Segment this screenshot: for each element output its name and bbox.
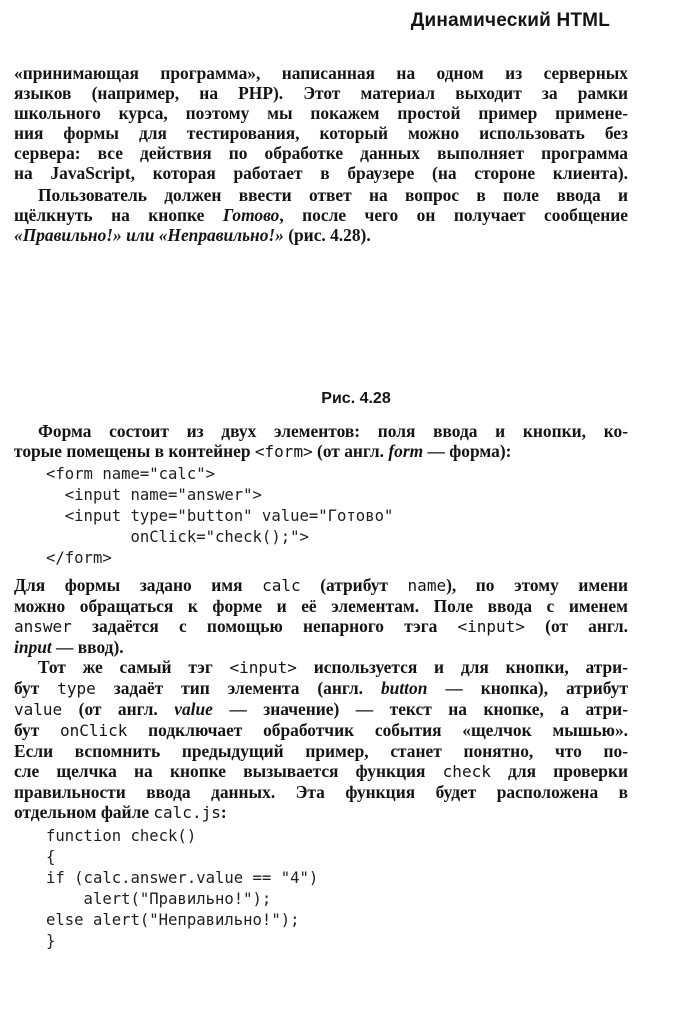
code-line: onClick="check();"> [46, 528, 309, 546]
code-line: if (calc.answer.value == "4") [46, 869, 319, 887]
paragraph-user-task [14, 185, 628, 245]
text-line: «Правильно!» или «Неправильно!» (рис. 4.28). [14, 225, 371, 245]
text-line: Форма состоит из двух элементов: поля ввода и кнопки, ко- [38, 421, 628, 441]
code-line: function check() [46, 827, 197, 845]
text-line: Пользователь должен ввести ответ на вопрос в поле ввода и [38, 185, 628, 205]
text-line: input — ввод). [14, 637, 124, 657]
figure-caption: Рис. 4.28 [321, 390, 391, 407]
paragraph-form-name [14, 575, 628, 657]
code-line: else alert("Неправильно!"); [46, 911, 300, 929]
text-line: Если вспомнить предыдущий пример, станет понятно, что по- [14, 741, 628, 761]
text-line: сле щелчка на кнопке вызывается функция check для проверки [14, 761, 629, 781]
text-line: «принимающая программа», написанная на одном из серверных [14, 63, 628, 83]
code-line: </form> [46, 549, 112, 567]
code-block-form [46, 464, 393, 569]
text-line: answer задаётся с помощью непарного тэга <input> (от англ. [14, 616, 628, 636]
code-line: <form name="calc"> [46, 465, 215, 483]
text-line: языков (например, на PHP). Этот материал выходит за рамки [14, 83, 628, 103]
text-line: бут onClick подключает обработчик события «щелчок мышью». [14, 720, 628, 740]
text-line: Тот же самый тэг <input> используется и для кнопки, атри- [38, 657, 628, 677]
text-line: ния формы для тестирования, который можно использовать без [14, 123, 628, 143]
text-line: правильности ввода данных. Эта функция будет расположена в [14, 782, 628, 802]
text-line: школьного курса, поэтому мы покажем простой пример примене- [14, 103, 628, 123]
paragraph-intro [14, 63, 628, 183]
code-line: alert("Правильно!"); [46, 890, 272, 908]
code-line: <input type="button" value="Готово" [46, 507, 394, 525]
paragraph-button-attrs [14, 657, 628, 823]
code-block-check-function [46, 826, 318, 952]
running-header: Динамический HTML [410, 10, 610, 31]
button-term: Готово [222, 205, 280, 225]
text-line: Для формы задано имя calc (атрибут name), по этому имени [14, 575, 628, 595]
text-line: отдельном файле calc.js: [14, 802, 227, 822]
code-line: { [46, 848, 56, 866]
text-line: value (от англ. value — значение) — текст на кнопке, а атри- [14, 699, 628, 719]
paragraph-form-structure [14, 421, 628, 462]
code-line: } [46, 932, 56, 950]
text-line: на JavaScript, которая работает в браузере (на стороне клиента). [14, 163, 628, 183]
text-line: щёлкнуть на кнопке Готово, после чего он получает сообщение [14, 205, 628, 225]
text-line: можно обращаться к форме и её элементам. Поле ввода с именем [14, 596, 628, 616]
code-line: <input name="answer"> [46, 486, 262, 504]
text-line: бут type задаёт тип элемента (англ. button — кнопка), атрибут [14, 678, 628, 698]
text-line: торые помещены в контейнер <form> (от англ. form — форма): [14, 441, 512, 461]
text-line: сервера: все действия по обработке данных выполняет программа [14, 143, 628, 163]
